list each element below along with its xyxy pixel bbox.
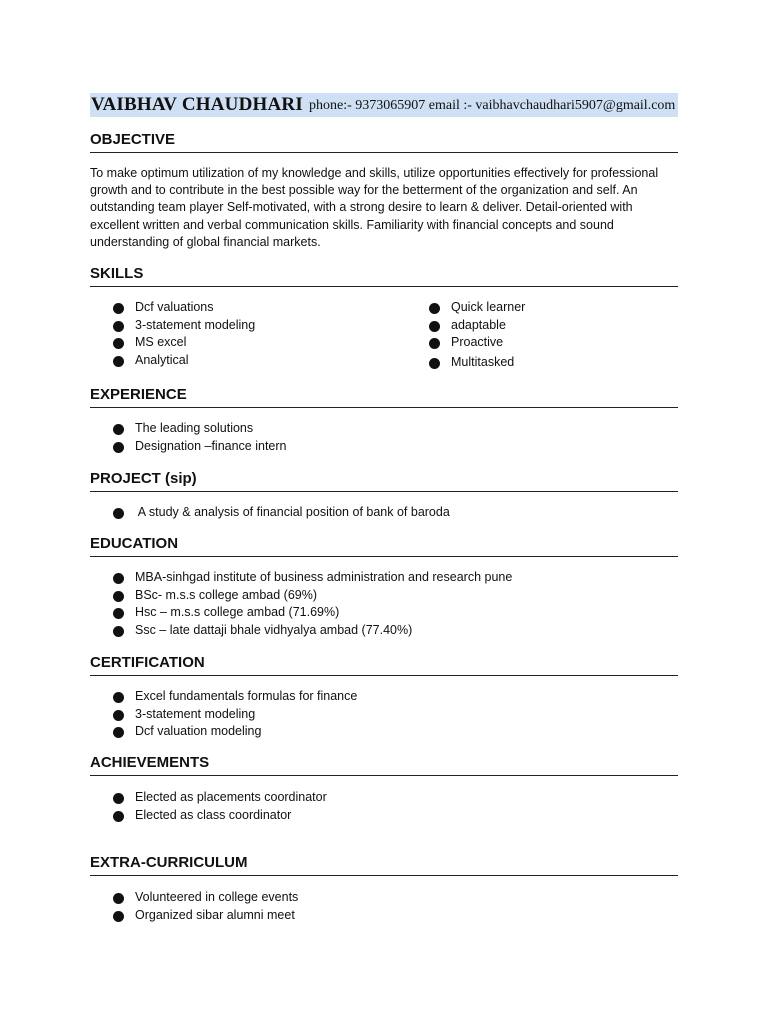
list-item <box>113 587 512 605</box>
skill-label: Proactive <box>451 335 504 349</box>
skill-label: Multitasked <box>451 354 515 369</box>
list-item <box>113 420 287 438</box>
experience-label: Designation –finance intern <box>135 438 287 453</box>
list-item <box>429 334 525 352</box>
list-item <box>113 706 357 724</box>
list-item <box>113 317 255 335</box>
list-item <box>113 299 255 317</box>
list-item <box>113 334 255 352</box>
certification-label: 3-statement modeling <box>135 706 256 721</box>
extra-curriculum-heading: EXTRA-CURRICULUM <box>90 854 678 876</box>
skill-label: Dcf valuations <box>135 300 214 314</box>
bullet-icon <box>113 893 124 904</box>
list-item <box>113 807 327 825</box>
list-item <box>113 723 357 741</box>
project-label: A study & analysis of financial position of bank of baroda <box>135 505 450 519</box>
bullet-icon <box>113 321 124 332</box>
bullet-icon <box>113 442 124 453</box>
contact-info: phone:- 9373065907 email :- vaibhavchaudhari5907@gmail.com <box>309 98 676 113</box>
list-item <box>113 789 327 807</box>
skill-label: MS excel <box>135 335 187 349</box>
skill-label: Quick learner <box>451 300 526 314</box>
bullet-icon <box>113 591 124 602</box>
bullet-icon <box>429 338 440 349</box>
education-heading: EDUCATION <box>90 535 678 557</box>
objective-heading: OBJECTIVE <box>90 131 678 153</box>
project-heading: PROJECT (sip) <box>90 470 678 492</box>
skill-label: 3-statement modeling <box>135 317 256 332</box>
bullet-icon <box>113 303 124 314</box>
bullet-icon <box>113 356 124 367</box>
skills-list-left <box>113 299 255 369</box>
list-item <box>113 352 255 370</box>
experience-list <box>113 420 287 455</box>
certification-label: Dcf valuation modeling <box>135 724 262 738</box>
list-item <box>429 299 525 317</box>
achievements-list <box>113 789 327 824</box>
certification-list <box>113 688 357 741</box>
activity-label: Organized sibar alumni meet <box>135 907 295 922</box>
project-list <box>113 504 450 522</box>
skills-list-right <box>429 299 525 369</box>
achievements-heading: ACHIEVEMENTS <box>90 754 678 776</box>
bullet-icon <box>113 573 124 584</box>
list-item <box>113 504 450 522</box>
candidate-name: VAIBHAV CHAUDHARI <box>91 94 303 115</box>
achievement-label: Elected as class coordinator <box>135 807 292 822</box>
activity-label: Volunteered in college events <box>135 890 299 904</box>
bullet-icon <box>113 692 124 703</box>
bullet-icon <box>113 508 124 519</box>
bullet-icon <box>113 424 124 435</box>
bullet-icon <box>113 727 124 738</box>
list-item <box>113 569 512 587</box>
list-item <box>113 604 512 622</box>
experience-heading: EXPERIENCE <box>90 386 678 408</box>
certification-label: Excel fundamentals formulas for finance <box>135 689 358 703</box>
bullet-icon <box>113 626 124 637</box>
education-label: Ssc – late dattaji bhale vidhyalya ambad (77.40%) <box>135 622 413 637</box>
bullet-icon <box>113 338 124 349</box>
education-label: BSc- m.s.s college ambad (69%) <box>135 587 318 602</box>
list-item <box>113 889 298 907</box>
list-item <box>113 907 298 925</box>
resume-header <box>90 93 678 117</box>
bullet-icon <box>429 321 440 332</box>
list-item <box>113 438 287 456</box>
bullet-icon <box>113 710 124 721</box>
bullet-icon <box>113 911 124 922</box>
extra-curriculum-list <box>113 889 298 924</box>
achievement-label: Elected as placements coordinator <box>135 790 327 804</box>
objective-text: To make optimum utilization of my knowledge and skills, utilize opportunities effectively for professional growth and to contribute in the best possible way for the betterment of the organization and self. An outstanding team player Self-motivated, with a strong desire to learn & deliver. Detail-oriented with excellent written and verbal communication skills. Familiarity with financial concepts and sound understanding of global financial markets. <box>90 166 659 249</box>
bullet-icon <box>429 358 440 369</box>
education-label: MBA-sinhgad institute of business administration and research pune <box>135 570 513 584</box>
skill-label: Analytical <box>135 352 189 367</box>
certification-heading: CERTIFICATION <box>90 654 678 676</box>
bullet-icon <box>113 793 124 804</box>
list-item <box>113 688 357 706</box>
bullet-icon <box>113 811 124 822</box>
education-list <box>113 569 512 639</box>
list-item <box>429 354 525 372</box>
education-label: Hsc – m.s.s college ambad (71.69%) <box>135 605 340 619</box>
bullet-icon <box>113 608 124 619</box>
skill-label: adaptable <box>451 317 506 332</box>
list-item <box>429 317 525 335</box>
list-item <box>113 622 512 640</box>
bullet-icon <box>429 303 440 314</box>
skills-heading: SKILLS <box>90 265 678 287</box>
experience-label: The leading solutions <box>135 421 254 435</box>
